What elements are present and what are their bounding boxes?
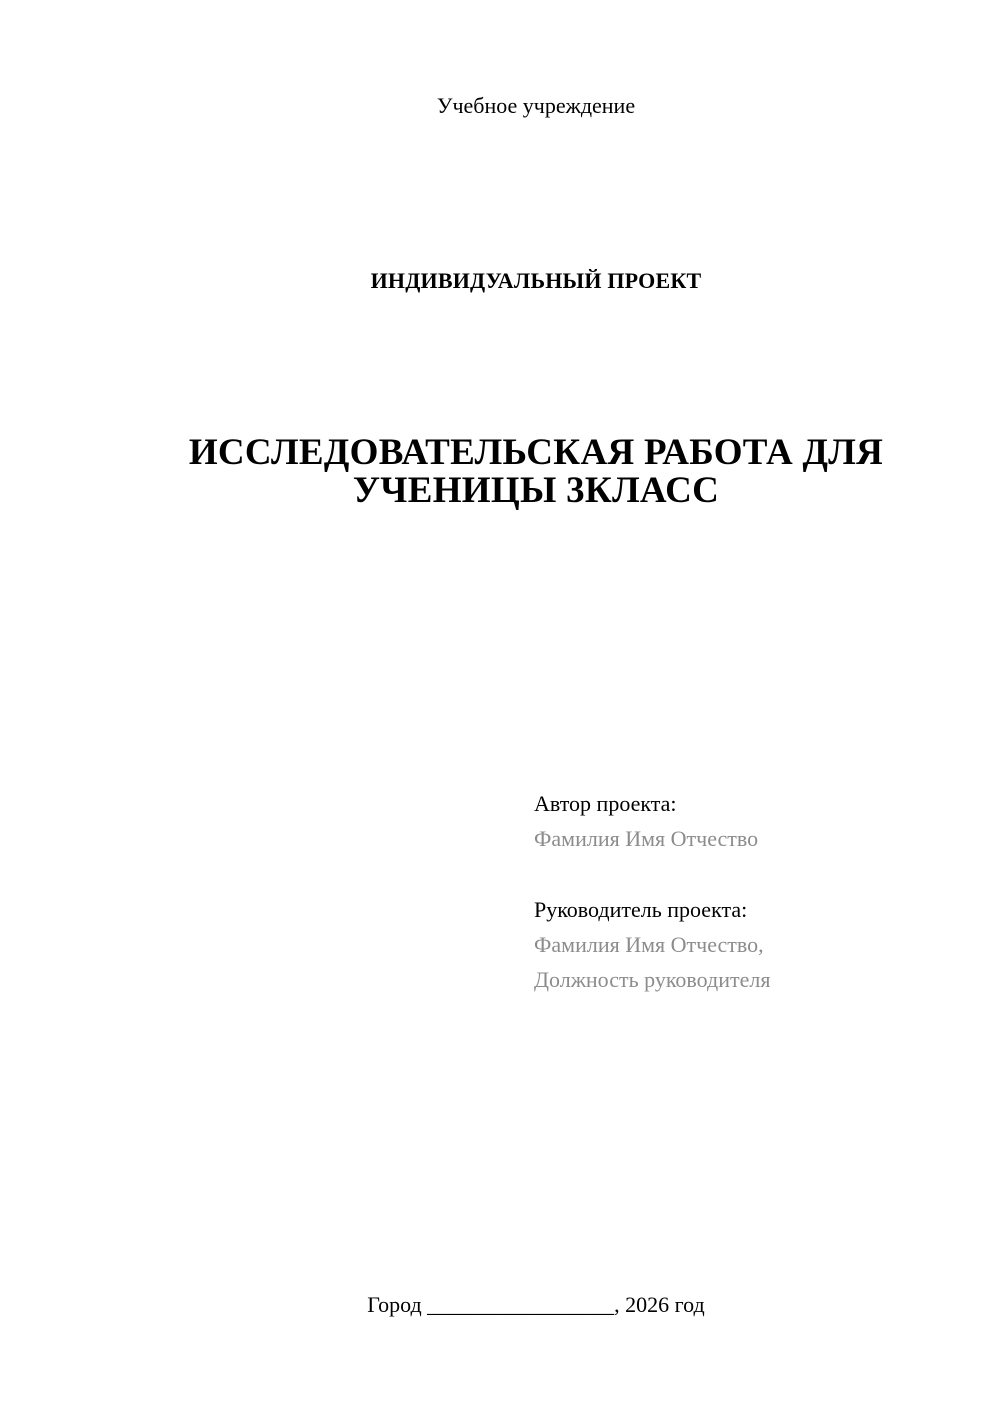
supervisor-label: Руководитель проекта: bbox=[534, 897, 748, 922]
document-type: ИНДИВИДУАЛЬНЫЙ ПРОЕКТ bbox=[370, 268, 702, 293]
title-line-1: ИССЛЕДОВАТЕЛЬСКАЯ РАБОТА ДЛЯ bbox=[188, 432, 884, 473]
author-name: Фамилия Имя Отчество bbox=[534, 826, 759, 851]
institution-name: Учебное учреждение bbox=[436, 93, 636, 118]
credits-spacer bbox=[534, 856, 974, 892]
city-year-line: Город _________________, 2026 год bbox=[367, 1292, 705, 1317]
document-title bbox=[0, 434, 1000, 510]
author-label: Автор проекта: bbox=[534, 791, 677, 816]
title-line-2: УЧЕНИЦЫ 3КЛАСС bbox=[352, 470, 720, 511]
supervisor-position: Должность руководителя bbox=[534, 967, 771, 992]
project-credits bbox=[534, 786, 974, 997]
supervisor-name: Фамилия Имя Отчество, bbox=[534, 932, 764, 957]
